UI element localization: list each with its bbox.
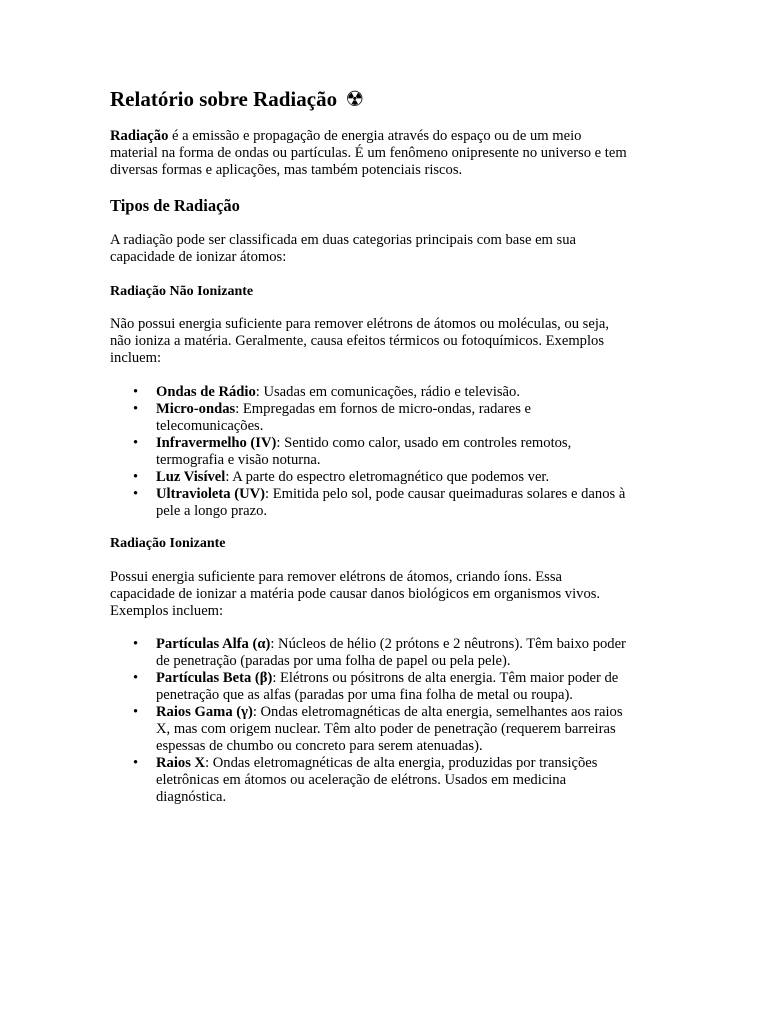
list-item-term: Raios Gama (γ) xyxy=(156,704,253,720)
non-ionizing-line-1: Não possui energia suficiente para remover elétrons de átomos ou moléculas, ou seja, xyxy=(110,316,610,332)
non-ionizing-list xyxy=(110,384,660,520)
bullet-icon: • xyxy=(133,384,139,400)
list-item-line xyxy=(156,755,660,772)
list-item-text: : Usadas em comunicações, rádio e televisão. xyxy=(255,384,520,400)
ionizing-paragraph xyxy=(110,569,660,620)
bullet-icon: • xyxy=(133,670,139,686)
non-ionizing-line-3: incluem: xyxy=(110,350,162,366)
ionizing-line-3: Exemplos incluem: xyxy=(110,603,224,619)
list-item-text: : Núcleos de hélio (2 prótons e 2 nêutrons). Têm baixo poder xyxy=(270,636,626,652)
list-item-line xyxy=(156,704,660,721)
ionizing-line-1: Possui energia suficiente para remover elétrons de átomos, criando íons. Essa xyxy=(110,569,563,585)
intro-line-2: material na forma de ondas ou partículas. É um fenômeno onipresente no universo e tem xyxy=(110,145,627,161)
list-item-line: espessas de chumbo ou concreto para serem atenuadas). xyxy=(156,738,483,754)
list-item-line xyxy=(156,384,660,401)
list-item-term: Partículas Beta (β) xyxy=(156,670,273,686)
list-item xyxy=(110,469,660,486)
list-item xyxy=(110,435,660,469)
bullet-icon: • xyxy=(133,636,139,652)
list-item-line: X, mas com origem nuclear. Têm alto poder de penetração (requerem barreiras xyxy=(156,721,616,737)
list-item-term: Partículas Alfa (α) xyxy=(156,636,271,652)
list-item xyxy=(110,401,660,435)
list-item-line: de penetração (paradas por uma folha de papel ou pela pele). xyxy=(156,653,511,669)
list-item-text: : Sentido como calor, usado em controles remotos, xyxy=(276,435,572,451)
non-ionizing-line-2: não ioniza a matéria. Geralmente, causa efeitos térmicos ou fotoquímicos. Exemplos xyxy=(110,333,604,349)
list-item-text: : A parte do espectro eletromagnético que podemos ver. xyxy=(225,469,550,485)
intro-paragraph xyxy=(110,128,660,179)
bullet-icon: • xyxy=(133,704,139,720)
list-item xyxy=(110,704,660,755)
types-intro-line-2: capacidade de ionizar átomos: xyxy=(110,249,287,265)
list-item-line xyxy=(156,435,660,452)
list-item-term: Raios X xyxy=(156,755,206,771)
types-intro-line-1: A radiação pode ser classificada em duas categorias principais com base em sua xyxy=(110,232,577,248)
list-item-text: : Empregadas em fornos de micro-ondas, radares e xyxy=(235,401,532,417)
list-item-term: Ultravioleta (UV) xyxy=(156,486,266,502)
list-item-line xyxy=(156,486,660,503)
list-item-line xyxy=(156,469,660,486)
list-item-term: Luz Visível xyxy=(156,469,226,485)
bullet-icon: • xyxy=(133,486,139,502)
list-item-text: : Elétrons ou pósitrons de alta energia. Têm maior poder de xyxy=(272,670,619,686)
intro-lead-term: Radiação xyxy=(110,128,169,144)
list-item-text: : Emitida pelo sol, pode causar queimaduras solares e danos à xyxy=(265,486,626,502)
list-item xyxy=(110,636,660,670)
bullet-icon: • xyxy=(133,401,139,417)
list-item xyxy=(110,755,660,806)
list-item-line: pele a longo prazo. xyxy=(156,503,268,519)
bullet-icon: • xyxy=(133,755,139,771)
list-item-text: : Ondas eletromagnéticas de alta energia, produzidas por transições xyxy=(205,755,598,771)
intro-line-1 xyxy=(110,128,660,145)
list-item xyxy=(110,384,660,401)
list-item-line xyxy=(156,401,660,418)
non-ionizing-paragraph xyxy=(110,316,660,367)
section-heading-types: Tipos de Radiação xyxy=(110,196,240,215)
intro-line-1-text: é a emissão e propagação de energia através do espaço ou de um meio xyxy=(168,128,582,144)
bullet-icon: • xyxy=(133,435,139,451)
subsection-heading-ionizing: Radiação Ionizante xyxy=(110,536,226,551)
list-item-line: telecomunicações. xyxy=(156,418,264,434)
intro-line-3: diversas formas e aplicações, mas também potenciais riscos. xyxy=(110,162,463,178)
subsection-heading-non-ionizing: Radiação Não Ionizante xyxy=(110,284,254,299)
list-item-line xyxy=(156,670,660,687)
list-item-text: : Ondas eletromagnéticas de alta energia, semelhantes aos raios xyxy=(252,704,623,720)
list-item xyxy=(110,670,660,704)
list-item-line: penetração que as alfas (paradas por uma fina folha de metal ou roupa). xyxy=(156,687,573,703)
list-item-term: Infravermelho (IV) xyxy=(156,435,277,451)
list-item-line: diagnóstica. xyxy=(156,789,227,805)
list-item-line xyxy=(156,636,660,653)
types-intro-paragraph xyxy=(110,232,660,266)
page-title-text: Relatório sobre Radiação xyxy=(110,87,338,111)
list-item-line: termografia e visão noturna. xyxy=(156,452,321,468)
ionizing-line-2: capacidade de ionizar a matéria pode causar danos biológicos em organismos vivos. xyxy=(110,586,601,602)
ionizing-list xyxy=(110,636,660,806)
radioactive-icon: ☢ xyxy=(345,87,365,111)
list-item-line: eletrônicas em átomos ou aceleração de elétrons. Usados em medicina xyxy=(156,772,567,788)
list-item-term: Ondas de Rádio xyxy=(156,384,256,400)
list-item xyxy=(110,486,660,520)
list-item-term: Micro-ondas xyxy=(156,401,236,417)
bullet-icon: • xyxy=(133,469,139,485)
page-title xyxy=(110,86,364,112)
